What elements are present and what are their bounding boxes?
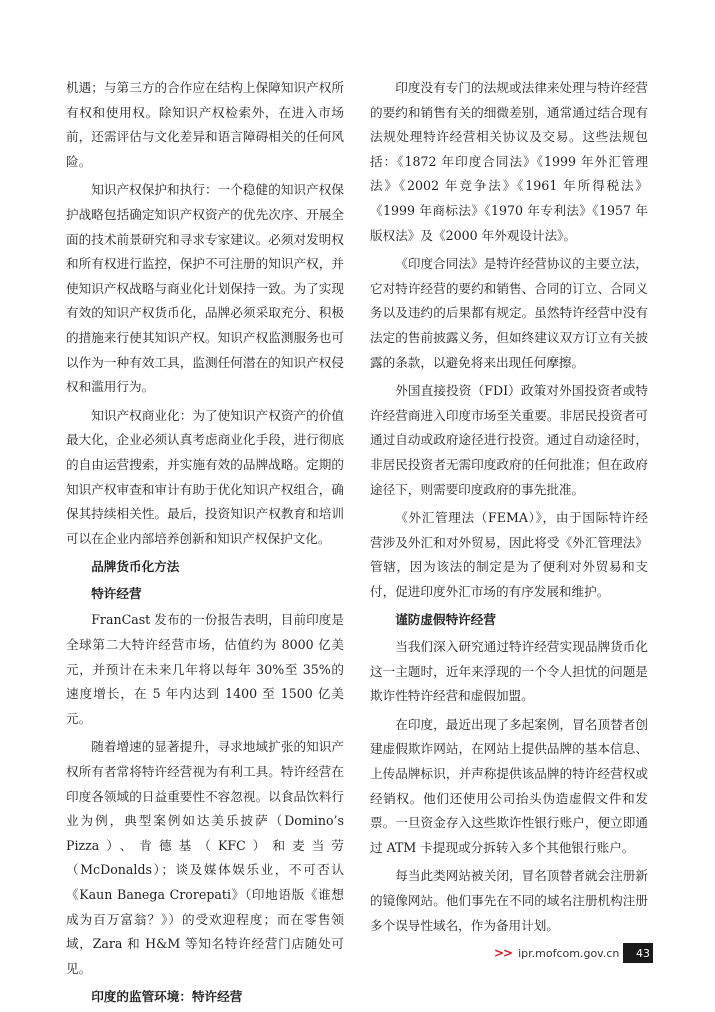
paragraph: 《印度合同法》是特许经营协议的主要立法，它对特许经营的要约和销售、合同的订立、合同义务以及违约的后果都有规定。虽然特许经营中没有法定的售前披露义务，但如终建议双方订立有关披露的条款，以避免将来出现任何摩擦。: [370, 256, 648, 370]
paragraph: 知识产权保护和执行：一个稳健的知识产权保护战略包括确定知识产权资产的优先次序、开展全面的技术前景研究和寻求专家建议。必须对发明权和所有权进行监控，保护不可注册的知识产权，并使知识产权战略与商业化计划保持一致。为了实现有效的知识产权货币化，品牌必须采取充分、积极的措施来行使其知识产权。知识产权监测服务也可以作为一种有效工具，监测任何潜在的知识产权侵权和滥用行为。: [66, 182, 344, 395]
paragraph: 印度没有专门的法规或法律来处理与特许经营的要约和销售有关的细微差别，通常通过结合现有法规处理特许经营相关协议及交易。这些法规包括：《1872 年印度合同法》《1999 年外汇管理法》《2002 年竞争法》《1961 年所得税法》《1999 年商标法》《1970 年专利法》《1957 年版权法》及《2000 年外观设计法》。: [370, 80, 648, 243]
page-footer: [494, 944, 619, 962]
paragraph: 《外汇管理法（FEMA）》，由于国际特许经营涉及外汇和对外贸易，因此将受《外汇管理法》管辖，因为该法的制定是为了便利对外贸易和支付，促进印度外汇市场的有序发展和维护。: [370, 510, 648, 599]
paragraph: 外国直接投资（FDI）政策对外国投资者或特许经营商进入印度市场至关重要。非居民投资者可通过自动或政府途径进行投资。通过自动途径时，非居民投资者无需印度政府的任何批准；但在政府途径下，则需要印度政府的事先批准。: [370, 383, 648, 497]
paragraph: 在印度，最近出现了多起案例，冒名顶替者创建虚假欺诈网站，在网站上提供品牌的基本信息、上传品牌标识，并声称提供该品牌的特许经营权或经销权。他们还使用公司抬头伪造虚假文件和发票。一旦资金存入这些欺诈性银行账户，便立即通过 ATM 卡提现或分拆转入多个其他银行账户。: [370, 716, 648, 855]
footer-url[interactable]: ipr.mofcom.gov.cn: [518, 946, 620, 960]
page-number: 43: [623, 943, 653, 963]
paragraph: 随着增速的显著提升，寻求地域扩张的知识产权所有者常将特许经营视为有利工具。特许经营在印度各领域的日益重要性不容忽视。以食品饮料行业为例，典型案例如达美乐披萨（Domino’s Pizza）、肯德基（KFC）和麦当劳（McDonalds）；谈及媒体娱乐业，不可否认《Kaun Banega Crorepati》（印地语版《谁想成为百万富翁？》）的受欢迎程度；而在零售领域，Zara 和 H&M 等知名特许经营门店随处可见。: [66, 739, 344, 976]
paragraph: 当我们深入研究通过特许经营实现品牌货币化这一主题时，近年来浮现的一个令人担忧的问题是欺诈性特许经营和虚假加盟。: [370, 639, 648, 704]
paragraph: FranCast 发布的一份报告表明，目前印度是全球第二大特许经营市场，估值约为 8000 亿美元，并预计在未来几年将以每年 30%至 35%的速度增长，在 5 年内达到 1400 至 1500 亿美元。: [66, 612, 344, 726]
chevron-right-icon: >>: [494, 946, 513, 960]
paragraph: 知识产权商业化：为了使知识产权资产的价值最大化，企业必须认真考虑商业化手段，进行彻底的自由运营搜索，并实施有效的品牌战略。定期的知识产权审查和审计有助于优化知识产权组合，确保其持续相关性。最后，投资知识产权教育和培训可以在企业内部培养创新和知识产权保护文化。: [66, 407, 344, 546]
subsection-heading: 谨防虚假特许经营: [395, 612, 496, 628]
paragraph: 机遇；与第三方的合作应在结构上保障知识产权所有权和使用权。除知识产权检索外，在进入市场前，还需评估与文化差异和语言障碍相关的任何风险。: [66, 80, 344, 169]
right-column: [370, 76, 648, 942]
section-heading: 品牌货币化方法: [91, 559, 180, 575]
subsection-heading: 特许经营: [91, 585, 142, 601]
paragraph: 每当此类网站被关闭，冒名顶替者就会注册新的镜像网站。他们事先在不同的域名注册机构注册多个误导性域名，作为备用计划。: [370, 868, 648, 933]
left-column: [66, 76, 344, 1012]
subsection-heading: 印度的监管环境：特许经营: [91, 989, 243, 1005]
